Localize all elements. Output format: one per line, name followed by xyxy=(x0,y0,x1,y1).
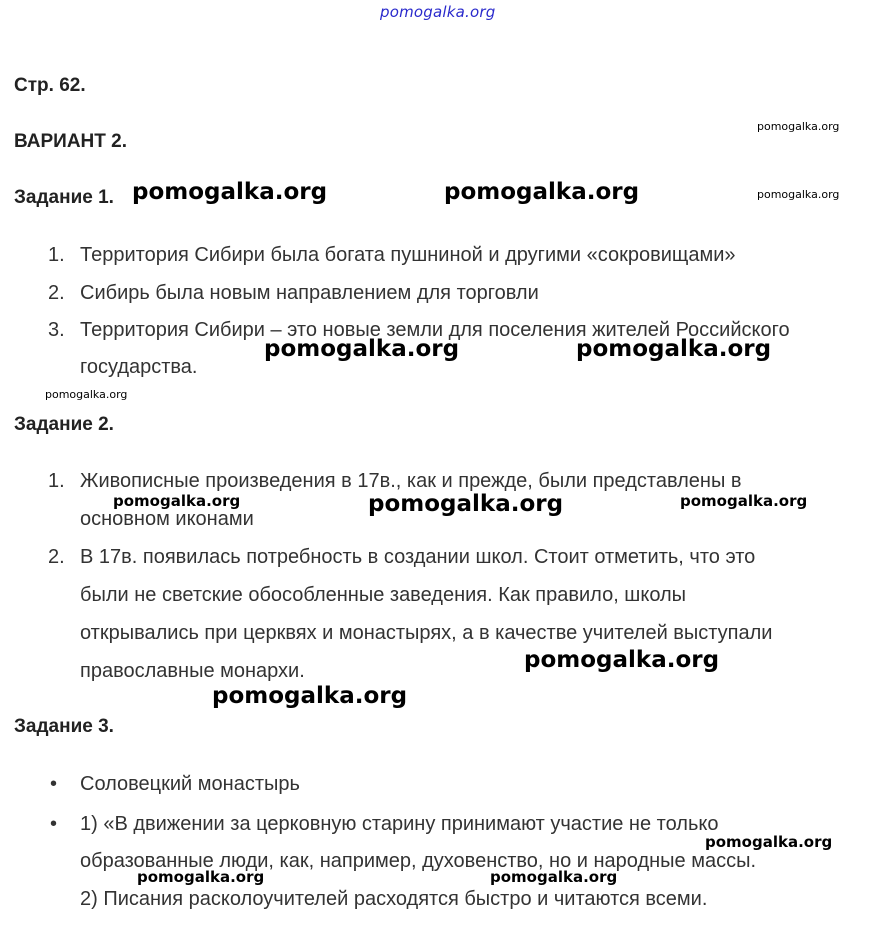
task2-item2-line4: православные монархи. xyxy=(80,660,305,682)
watermark: pomogalka.org xyxy=(490,868,618,886)
watermark: pomogalka.org xyxy=(757,120,840,133)
task2-heading: Задание 2. xyxy=(14,414,114,435)
watermark: pomogalka.org xyxy=(680,492,808,510)
task2-item2-marker: 2. xyxy=(48,546,65,568)
variant-title: ВАРИАНТ 2. xyxy=(14,131,127,152)
task2-item1-line2: основном иконами xyxy=(80,508,254,530)
watermark: pomogalka.org xyxy=(132,179,328,205)
task2-item1-line1: Живописные произведения в 17в., как и прежде, были представлены в xyxy=(80,470,742,492)
task3-item1-line1: Соловецкий монастырь xyxy=(80,773,300,795)
task1-item3-line1: Территория Сибири – это новые земли для поселения жителей Российского xyxy=(80,319,790,341)
task3-item2-line2: образованные люди, как, например, духовенство, но и народные массы. xyxy=(80,850,757,872)
task3-item2-line3: 2) Писания расколоучителей расходятся быстро и читаются всеми. xyxy=(80,888,708,910)
watermark: pomogalka.org xyxy=(444,179,640,205)
task2-item1-marker: 1. xyxy=(48,470,65,492)
task1-item3-line2: государства. xyxy=(80,356,198,378)
task3-bullet1: • xyxy=(50,773,58,795)
top-watermark: pomogalka.org xyxy=(380,3,496,21)
task1-item1-line1: Территория Сибири была богата пушниной и другими «сокровищами» xyxy=(80,244,736,266)
task1-item2-marker: 2. xyxy=(48,282,65,304)
watermark: pomogalka.org xyxy=(576,336,772,362)
task2-item2-line3: открывались при церквях и монастырях, а в качестве учителей выступали xyxy=(80,622,773,644)
task1-heading: Задание 1. xyxy=(14,187,114,208)
page-reference: Стр. 62. xyxy=(14,75,86,96)
watermark: pomogalka.org xyxy=(264,336,460,362)
task1-item2-line1: Сибирь была новым направлением для торговли xyxy=(80,282,539,304)
watermark: pomogalka.org xyxy=(212,683,408,709)
task3-item2-line1: 1) «В движении за церковную старину принимают участие не только xyxy=(80,813,719,835)
watermark: pomogalka.org xyxy=(45,388,128,401)
task1-item1-marker: 1. xyxy=(48,244,65,266)
watermark: pomogalka.org xyxy=(368,491,564,517)
watermark: pomogalka.org xyxy=(705,833,833,851)
task2-item2-line1: В 17в. появилась потребность в создании школ. Стоит отметить, что это xyxy=(80,546,756,568)
task3-heading: Задание 3. xyxy=(14,716,114,737)
watermark: pomogalka.org xyxy=(524,647,720,673)
watermark: pomogalka.org xyxy=(757,188,840,201)
task3-bullet2: • xyxy=(50,813,58,835)
task2-item2-line2: были не светские обособленные заведения. Как правило, школы xyxy=(80,584,687,606)
watermark: pomogalka.org xyxy=(113,492,241,510)
watermark: pomogalka.org xyxy=(137,868,265,886)
task1-item3-marker: 3. xyxy=(48,319,65,341)
